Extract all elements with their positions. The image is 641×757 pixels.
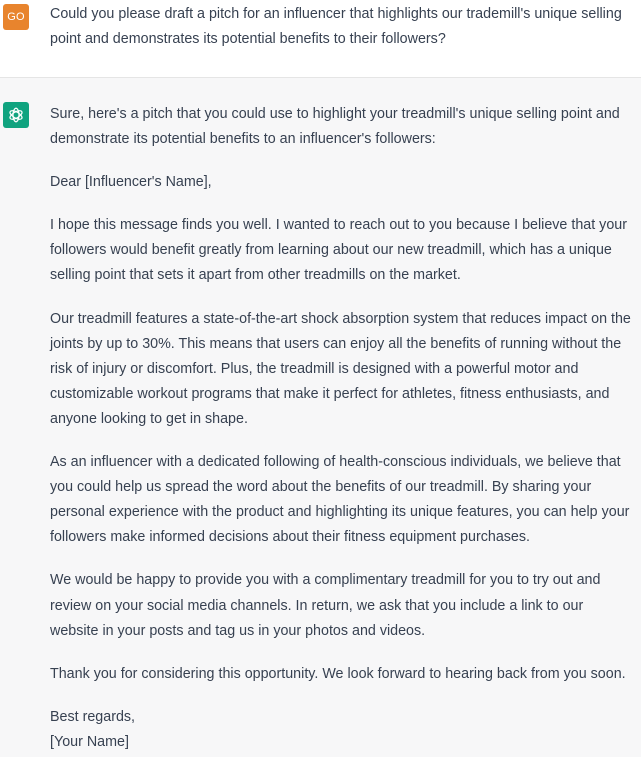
signature-name: [Your Name] [50,733,129,750]
assistant-message-row [0,78,641,757]
user-message-row [0,0,641,78]
assistant-paragraph: Our treadmill features a state-of-the-art shock absorption system that reduces impact on the joints by up to 30%. This means that users can enjoy all the benefits of running without the risk of injury or discomfort. Plus, the treadmill is designed with a powerful motor and customizable workout programs that make it perfect for athletes, fitness enthusiasts, and anyone looking to get in shape. [50,310,631,427]
assistant-paragraph: As an influencer with a dedicated following of health-conscious individuals, we believe that you could help us spread the word about the benefits of our treadmill. By sharing your personal experience with the product and highlighting its unique features, you can help your followers make informed decisions about their fitness equipment purchases. [50,454,630,546]
signature-block [50,705,635,755]
assistant-paragraph: Sure, here's a pitch that you could use to highlight your treadmill's unique selling point and demonstrate its potential benefits to an influencer's followers: [50,106,620,148]
assistant-paragraph: Thank you for considering this opportunity. We look forward to hearing back from you soon. [50,665,626,682]
user-avatar-initials: GO [7,11,25,23]
assistant-message-body [50,102,635,755]
closing-text: Best regards, [50,708,136,725]
assistant-paragraph: Dear [Influencer's Name], [50,174,212,191]
assistant-paragraph: We would be happy to provide you with a complimentary treadmill for you to try out and review on your social media channels. In return, we ask that you include a link to our website in your posts and tag us in your photos and videos. [50,572,601,639]
user-avatar [3,4,29,30]
user-message-text: Could you please draft a pitch for an influencer that highlights our trademill's unique selling point and demonstrates its potential benefits to their followers? [50,6,622,47]
assistant-paragraph: I hope this message finds you well. I wanted to reach out to you because I believe that your followers would benefit greatly from learning about our new treadmill, which has a unique selling point that sets it apart from other treadmills on the market. [50,217,627,284]
assistant-avatar [3,102,29,128]
openai-logo-icon [7,106,25,124]
